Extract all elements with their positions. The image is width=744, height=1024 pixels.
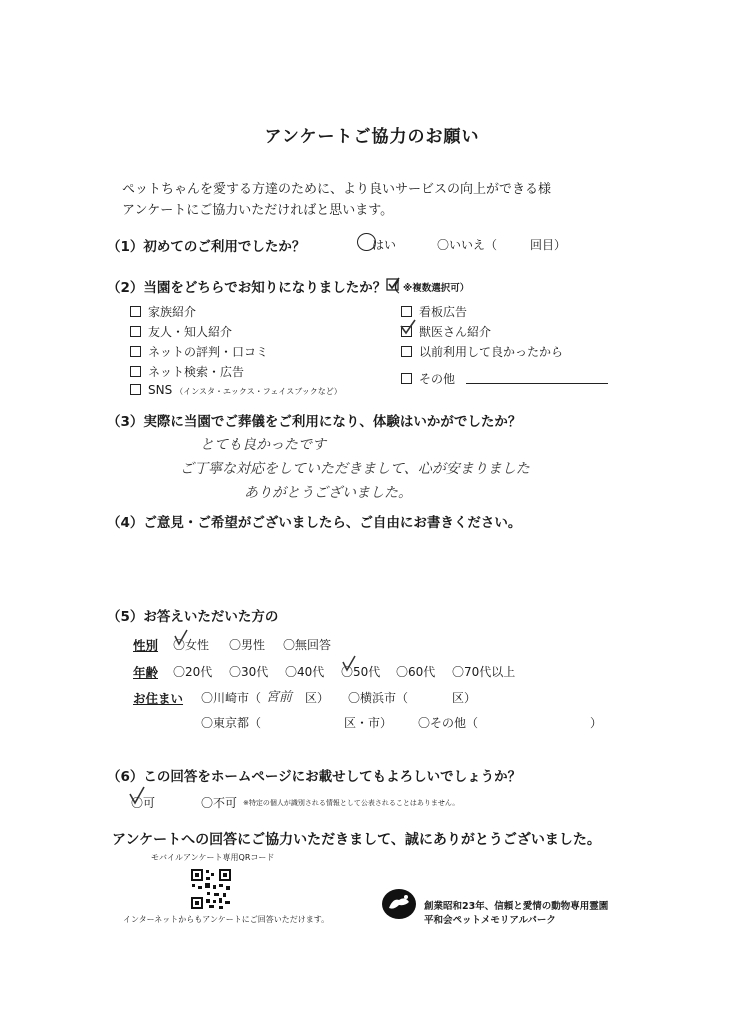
q2-option-reviews[interactable] bbox=[130, 343, 268, 360]
qr-caption: モバイルアンケート専用QRコード bbox=[151, 853, 275, 862]
q6-yes-check-icon bbox=[128, 785, 146, 809]
q2-option-sns[interactable] bbox=[130, 383, 342, 397]
q3-handwritten-line-1: とても良かったです bbox=[200, 437, 326, 453]
address-option-tokyo[interactable]: 〇東京都（ bbox=[201, 716, 262, 730]
q2-option-friend[interactable] bbox=[130, 323, 232, 340]
age-option-60s[interactable]: 〇60代 bbox=[396, 665, 436, 679]
q2-option-label: ネット検索・広告 bbox=[148, 365, 245, 379]
company-tagline: 創業昭和23年、信頼と愛情の動物専用霊園 bbox=[424, 901, 609, 912]
q2-checkbox-icon bbox=[386, 276, 400, 295]
intro-line-1: ペットちゃんを愛する方達のために、より良いサービスの向上ができる様 bbox=[122, 182, 552, 197]
checkbox-icon bbox=[130, 366, 141, 377]
checkbox-icon bbox=[130, 306, 141, 317]
q6-option-yes[interactable]: 〇可 bbox=[131, 796, 156, 810]
address-option-other[interactable]: 〇その他（ bbox=[418, 716, 479, 730]
gender-female-check-icon bbox=[173, 628, 189, 650]
q2-option-label: 獣医さん紹介 bbox=[419, 325, 492, 339]
page-title: アンケートご協力のお願い bbox=[264, 127, 480, 147]
age-label: 年齢 bbox=[133, 665, 159, 680]
yokohama-ward-suffix: 区） bbox=[452, 691, 477, 705]
q2-option-label: 家族紹介 bbox=[148, 305, 197, 319]
q2-option-label: 友人・知人紹介 bbox=[148, 325, 233, 339]
q6-option-no[interactable]: 〇不可 bbox=[201, 796, 238, 810]
age-option-40s[interactable]: 〇40代 bbox=[285, 665, 325, 679]
q6-question: （6）この回答をホームページにお載せしてもよろしいでしょうか？ bbox=[107, 769, 522, 785]
gender-option-no-answer[interactable]: 〇無回答 bbox=[283, 638, 332, 652]
q2-sns-note: （インスタ・エックス・フェイスブックなど） bbox=[175, 387, 342, 396]
q2-option-search[interactable] bbox=[130, 363, 244, 380]
address-label: お住まい bbox=[133, 691, 184, 706]
address-option-yokohama[interactable]: 〇横浜市（ bbox=[348, 691, 409, 705]
gender-option-male[interactable]: 〇男性 bbox=[229, 638, 266, 652]
kawasaki-ward-suffix: 区） bbox=[305, 691, 330, 705]
checkbox-icon bbox=[401, 346, 412, 357]
q2-option-label: その他 bbox=[419, 372, 456, 386]
q1-count-suffix: 回目） bbox=[530, 238, 567, 252]
q5-question: （5）お答えいただいた方の bbox=[107, 609, 279, 625]
q2-option-label: SNS bbox=[148, 383, 173, 397]
q2-multi-note: ※複数選択可） bbox=[403, 283, 470, 294]
q3-handwritten-line-3: ありがとうございました。 bbox=[244, 485, 412, 501]
q2-vet-check-icon bbox=[399, 318, 417, 340]
q2-option-label: 以前利用して良かったから bbox=[419, 345, 564, 359]
company-name: 平和会ペットメモリアルパーク bbox=[424, 915, 556, 926]
q1-no-option[interactable]: 〇いいえ（ bbox=[437, 238, 498, 252]
q2-option-label: ネットの評判・口コミ bbox=[148, 345, 269, 359]
age-50s-check-icon bbox=[341, 654, 357, 676]
qr-note: インターネットからもアンケートにご回答いただけます。 bbox=[123, 915, 330, 924]
age-option-30s[interactable]: 〇30代 bbox=[229, 665, 269, 679]
q6-note: ※特定の個人が識別される情報として公表されることはありません。 bbox=[243, 799, 460, 807]
tokyo-suffix: 区・市） bbox=[344, 716, 393, 730]
checkbox-icon bbox=[401, 306, 412, 317]
checkbox-icon bbox=[130, 346, 141, 357]
gender-label: 性別 bbox=[133, 638, 159, 653]
thanks-message: アンケートへの回答にご協力いただきまして、誠にありがとうございました。 bbox=[112, 832, 601, 848]
checkbox-icon bbox=[130, 384, 141, 395]
q4-question: （4）ご意見・ご希望がございましたら、ご自由にお書きください。 bbox=[107, 515, 522, 531]
q2-other-underline bbox=[466, 383, 608, 384]
kawasaki-ward-handwritten: 宮前 bbox=[266, 690, 293, 705]
q1-question: （1）初めてのご利用でしたか？ bbox=[107, 239, 306, 255]
q2-option-other[interactable] bbox=[401, 370, 455, 387]
address-option-kawasaki[interactable]: 〇川崎市（ bbox=[201, 691, 262, 705]
q1-yes-option[interactable]: はい bbox=[372, 238, 397, 252]
q3-handwritten-line-2: ご丁寧な対応をしていただきまして、心が安まりました bbox=[180, 461, 530, 477]
gender-option-female[interactable]: 〇女性 bbox=[173, 638, 210, 652]
checkbox-icon bbox=[130, 326, 141, 337]
qr-code-icon[interactable] bbox=[190, 868, 232, 914]
intro-line-2: アンケートにご協力いただければと思います。 bbox=[122, 203, 394, 218]
age-option-70s-plus[interactable]: 〇70代以上 bbox=[452, 665, 516, 679]
q2-question: （2）当園をどちらでお知りになりましたか？（ bbox=[107, 280, 400, 296]
q3-question: （3）実際に当園でご葬儀をご利用になり、体験はいかがでしたか？ bbox=[107, 414, 522, 430]
age-option-50s[interactable]: 〇50代 bbox=[341, 665, 381, 679]
q2-option-previous[interactable] bbox=[401, 343, 563, 360]
other-suffix: ） bbox=[590, 716, 603, 730]
checkbox-icon bbox=[401, 373, 412, 384]
age-option-20s[interactable]: 〇20代 bbox=[173, 665, 213, 679]
company-logo-icon bbox=[381, 888, 417, 924]
q2-option-label: 看板広告 bbox=[419, 305, 468, 319]
q2-option-family[interactable] bbox=[130, 303, 196, 320]
